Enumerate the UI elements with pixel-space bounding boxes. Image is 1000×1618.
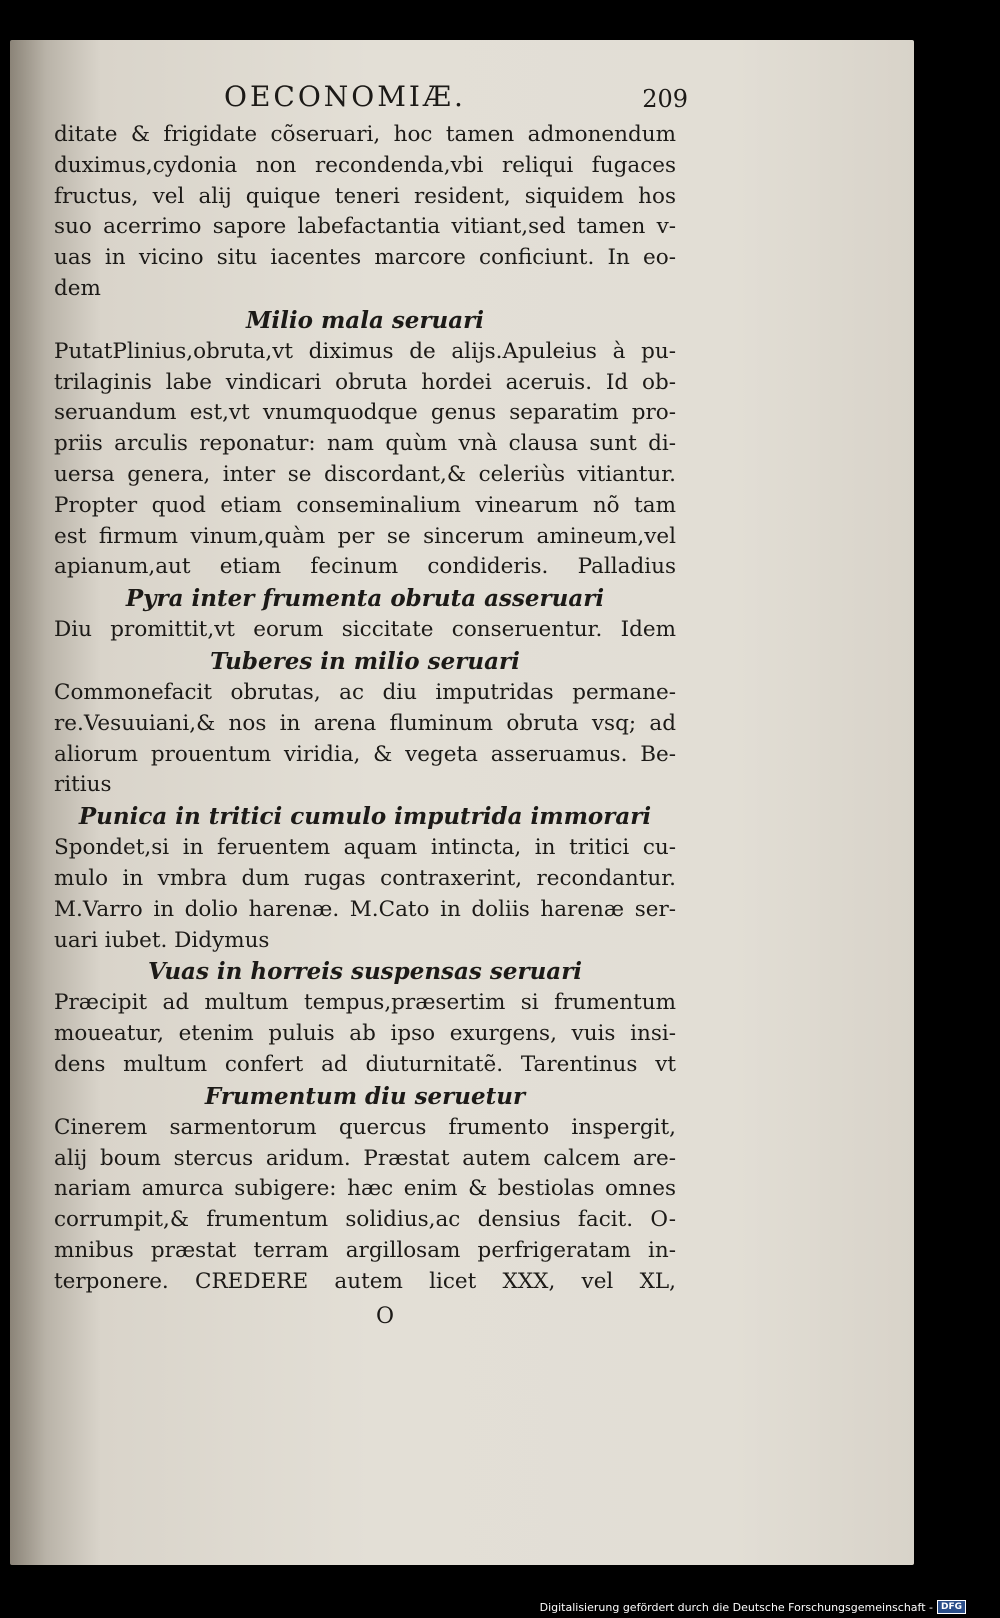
text-line: PutatPlinius,obruta,vt diximus de alijs.Apuleius à pu- (54, 338, 676, 364)
text-line: uari iubet. Didymus (54, 927, 270, 953)
page-number: 209 (642, 85, 688, 113)
text-line: priis arculis reponatur: nam quùm vnà clausa sunt di- (54, 431, 676, 457)
paragraph (54, 833, 676, 956)
text-line: corrumpit,& frumentum solidius,ac densius facit. O- (54, 1207, 676, 1233)
paragraph (54, 615, 676, 646)
section-heading: Vuas in horreis suspensas seruari (147, 958, 583, 986)
text-line: terponere. CREDERE autem licet XXX, vel XL, (54, 1268, 676, 1294)
text-line: duximus,cydonia non recondenda,vbi reliqui fugaces (54, 152, 676, 178)
text-line: mnibus præstat terram argillosam perfrigeratam in- (54, 1237, 676, 1263)
section-heading: Pyra inter frumenta obruta asseruari (125, 585, 605, 613)
paragraph (54, 1113, 676, 1298)
text-line: apianum,aut etiam fecinum condideris. Palladius (54, 554, 676, 580)
text-line: Cinerem sarmentorum quercus frumento inspergit, (54, 1114, 676, 1140)
text-line: fructus, vel alij quique teneri resident, siquidem hos (54, 183, 676, 209)
section-heading: Tuberes in milio seruari (210, 647, 520, 675)
paragraph (54, 988, 676, 1080)
book-page (10, 40, 914, 1565)
running-head (54, 80, 688, 116)
page-text (54, 80, 688, 1332)
paragraph (54, 120, 676, 305)
text-line: dens multum confert ad diuturnitatẽ. Tarentinus vt (54, 1051, 676, 1077)
text-line: alij boum stercus aridum. Præstat autem calcem are- (54, 1145, 676, 1171)
section-heading: Milio mala seruari (245, 306, 485, 334)
text-line: Diu promittit,vt eorum siccitate conseruentur. Idem (54, 617, 676, 643)
paragraph (54, 337, 676, 583)
text-line: M.Varro in dolio harenæ. M.Cato in doliis harenæ ser- (54, 896, 676, 922)
text-line: re.Vesuuiani,& nos in arena fluminum obruta vsq; ad (54, 710, 676, 736)
text-line: ditate & frigidate cõseruari, hoc tamen admonendum (54, 122, 676, 147)
text-line: aliorum prouentum viridia, & vegeta asseruamus. Be- (54, 741, 676, 767)
section-heading: Frumentum diu seruetur (204, 1082, 526, 1110)
text-line: Spondet,si in feruentem aquam intincta, in tritici cu- (54, 835, 676, 861)
text-line: uas in vicino situ iacentes marcore conficiunt. In eo- (54, 245, 676, 271)
digitization-footer (540, 1600, 966, 1614)
text-line: dem (54, 275, 101, 301)
text-line: moueatur, etenim puluis ab ipso exurgens, vuis insi- (54, 1021, 676, 1047)
text-line: Commonefacit obrutas, ac diu imputridas permane- (54, 679, 676, 705)
running-head-title: OECONOMIÆ. (224, 80, 466, 113)
paragraph (54, 678, 676, 801)
section-heading: Punica in tritici cumulo imputrida immorari (78, 803, 652, 831)
footer-text: Digitalisierung gefördert durch die Deutsche Forschungsgemeinschaft - (539, 1600, 933, 1614)
text-line: seruandum est,vt vnumquodque genus separatim pro- (54, 400, 676, 426)
catchword: O (375, 1303, 395, 1329)
dfg-logo: DFG (937, 1600, 966, 1614)
text-line: nariam amurca subigere: hæc enim & bestiolas omnes (54, 1176, 676, 1202)
text-line: Præcipit ad multum tempus,præsertim si frumentum (54, 990, 676, 1016)
text-line: uersa genera, inter se discordant,& celeriùs vitiantur. (54, 461, 676, 487)
text-line: ritius (54, 772, 112, 798)
text-line: Propter quod etiam conseminalium vinearum nõ tam (54, 492, 676, 518)
text-line: est firmum vinum,quàm per se sincerum amineum,vel (54, 523, 676, 549)
text-line: suo acerrimo sapore labefactantia vitiant,sed tamen v- (54, 214, 676, 240)
text-line: mulo in vmbra dum rugas contraxerint, recondantur. (54, 865, 676, 891)
text-line: trilaginis labe vindicari obruta hordei aceruis. Id ob- (54, 369, 676, 395)
